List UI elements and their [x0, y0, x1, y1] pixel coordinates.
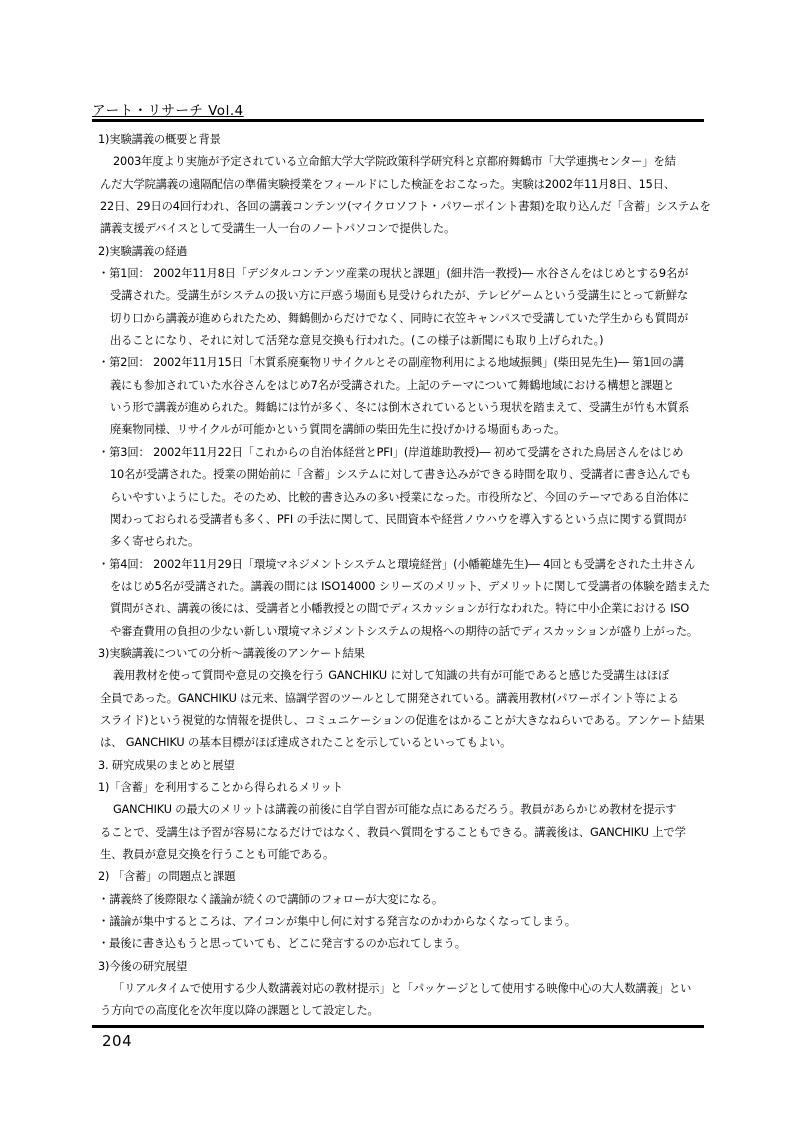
bullet-item: ・最後に書き込もうと思っていても、どこに発言するのか忘れてしまう。 — [98, 937, 466, 951]
bullet-continuation-line: をはじめ5名が受講された。講義の間には ISO14000 シリーズのメリット、デメリットに関して受講者の体験を踏まえた — [110, 579, 711, 593]
paragraph-line: 講義支援デバイスとして受講生一人一台のノートパソコンで提供した。 — [100, 222, 456, 236]
section-heading: 3. 研究成果のまとめと展望 — [98, 758, 235, 772]
journal-title: アート・リサーチ Vol.4 — [92, 103, 244, 119]
paragraph-line: んだ大学院講義の遠隔配信の準備実験授業をフィールドにした検証をおこなった。実験は2002年11月8日、15日、 — [100, 177, 675, 191]
bullet-continuation-line: 多く寄せられた。 — [110, 535, 200, 549]
section-heading: 2)実験講義の経過 — [98, 244, 188, 258]
paragraph-line: は、 GANCHIKU の基本目標がほぼ達成されたことを示しているといってもよい。 — [100, 736, 512, 750]
paragraph-line: スライド)という視覚的な情報を提供し、コミュニケーションの促進をはかることが大きなねらいである。アンケート結果 — [100, 713, 705, 727]
bullet-continuation-line: らいやすいようにした。そのため、比較的書き込みの多い授業になった。市役所など、今回のテーマである自治体に — [110, 490, 690, 504]
bullet-continuation-line: 切り口から講義が進められたため、舞鶴側からだけでなく、同時に衣笠キャンパスで受講していた学生からも質問が — [110, 311, 689, 325]
section-heading: 3)実験講義についての分析～講義後のアンケート結果 — [98, 646, 365, 660]
bullet-continuation-line: 廃棄物同様、リサイクルが可能かという質問を講師の柴田先生に投げかける場面もあった。 — [110, 423, 566, 437]
bullet-continuation-line: 出ることになり、それに対して活発な意見交換も行われた。(この様子は新聞にも取り上げられた。) — [110, 334, 604, 348]
header-rule — [92, 119, 704, 122]
paragraph-line: 義用教材を使って質問や意見の交換を行う GANCHIKU に対して知識の共有が可能であると感じた受講生はほぼ — [113, 669, 670, 683]
section-heading: 1)「含蓄」を利用することから得られるメリット — [98, 780, 343, 794]
bullet-continuation-line: 義にも参加されていた水谷さんをはじめ7名が受講された。上記のテーマについて舞鶴地域における構想と課題と — [110, 378, 675, 392]
running-header — [92, 103, 704, 125]
page-number: 204 — [102, 1032, 133, 1050]
bullet-item: ・第1回： 2002年11月8日「デジタルコンテンツ産業の現状と課題」(細井浩一教授)― 水谷さんをはじめとする9名が — [98, 267, 689, 281]
paragraph-line: GANCHIKU の最大のメリットは講義の前後に自学自習が可能な点にあるだろう。教員があらかじめ教材を提示す — [113, 803, 677, 817]
bullet-continuation-line: 受講された。受講生がシステムの扱い方に戸惑う場面も見受けられたが、テレビゲームという受講生にとって新鮮な — [110, 289, 689, 303]
bullet-item: ・第3回： 2002年11月22日「これからの自治体経営とPFI」(岸道雄助教授)― 初めて受講をされた鳥居さんをはじめ — [98, 445, 684, 459]
bullet-item: ・議論が集中するところは、アイコンが集中し何に対する発言なのかわからなくなってしまう。 — [98, 915, 576, 929]
section-heading: 3)今後の研究展望 — [98, 959, 188, 973]
paragraph-line: う方向での高度化を次年度以降の課題として設定した。 — [100, 1004, 379, 1018]
bullet-item: ・講義終了後際限なく議論が続くので講師のフォローが大変になる。 — [98, 892, 443, 906]
bullet-continuation-line: 10名が受講された。授業の開始前に「含蓄」システムに対して書き込みができる時間を取り、受講者に書き込んでも — [110, 468, 692, 482]
bullet-continuation-line: いう形で講義が進められた。舞鶴には竹が多く、冬には倒木されているという現状を踏まえて、受講生が竹も木質系 — [110, 401, 690, 415]
bullet-continuation-line: 関わっておられる受講者も多く、PFI の手法に関して、民間資本や経営ノウハウを導入するという点に関する質問が — [110, 512, 687, 526]
paragraph-line: 22日、29日の4回行われ、各回の講義コンテンツ(マイクロソフト・パワーポイント書類)を取り込んだ「含蓄」システムを — [100, 200, 711, 214]
paragraph-line: 生、教員が意見交換を行うことも可能である。 — [100, 848, 335, 861]
section-heading: 1)実験講義の概要と背景 — [98, 133, 221, 146]
paragraph-line: 「リアルタイムで使用する少人数講義対応の教材提示」と「パッケージとして使用する映像中心の大人数講義」とい — [113, 982, 692, 996]
paragraph-line: 2003年度より実施が予定されている立命館大学大学院政策科学研究科と京都府舞鶴市「大学連携センター」を結 — [113, 155, 676, 169]
bullet-continuation-line: 質問がされ、講義の後には、受講者と小幡教授との間でディスカッションが行なわれた。特に中小企業における ISO — [110, 602, 690, 616]
footer-rule — [92, 1025, 704, 1028]
paragraph-line: 全員であった。GANCHIKU は元来、協調学習のツールとして開発されている。講義用教材(パワーポイント等による — [100, 691, 679, 705]
paragraph-line: ることで、受講生は予習が容易になるだけではなく、教員へ質問をすることもできる。講義後は、GANCHIKU 上で学 — [100, 825, 686, 839]
section-heading: 2) 「含蓄」の問題点と課題 — [98, 870, 236, 884]
bullet-item: ・第4回： 2002年11月29日「環境マネジメントシステムと環境経営」(小幡範雄先生)― 4回とも受講をされた土井さん — [98, 557, 696, 571]
bullet-continuation-line: や審査費用の負担の少ない新しい環境マネジメントシステムの規格への期待の話でディスカッションが盛り上がった。 — [110, 624, 699, 638]
bullet-item: ・第2回： 2002年11月15日「木質系廃棄物リサイクルとその副産物利用による地域振興」(柴田晃先生)― 第1回の講 — [98, 356, 684, 370]
article-body — [92, 129, 711, 1023]
